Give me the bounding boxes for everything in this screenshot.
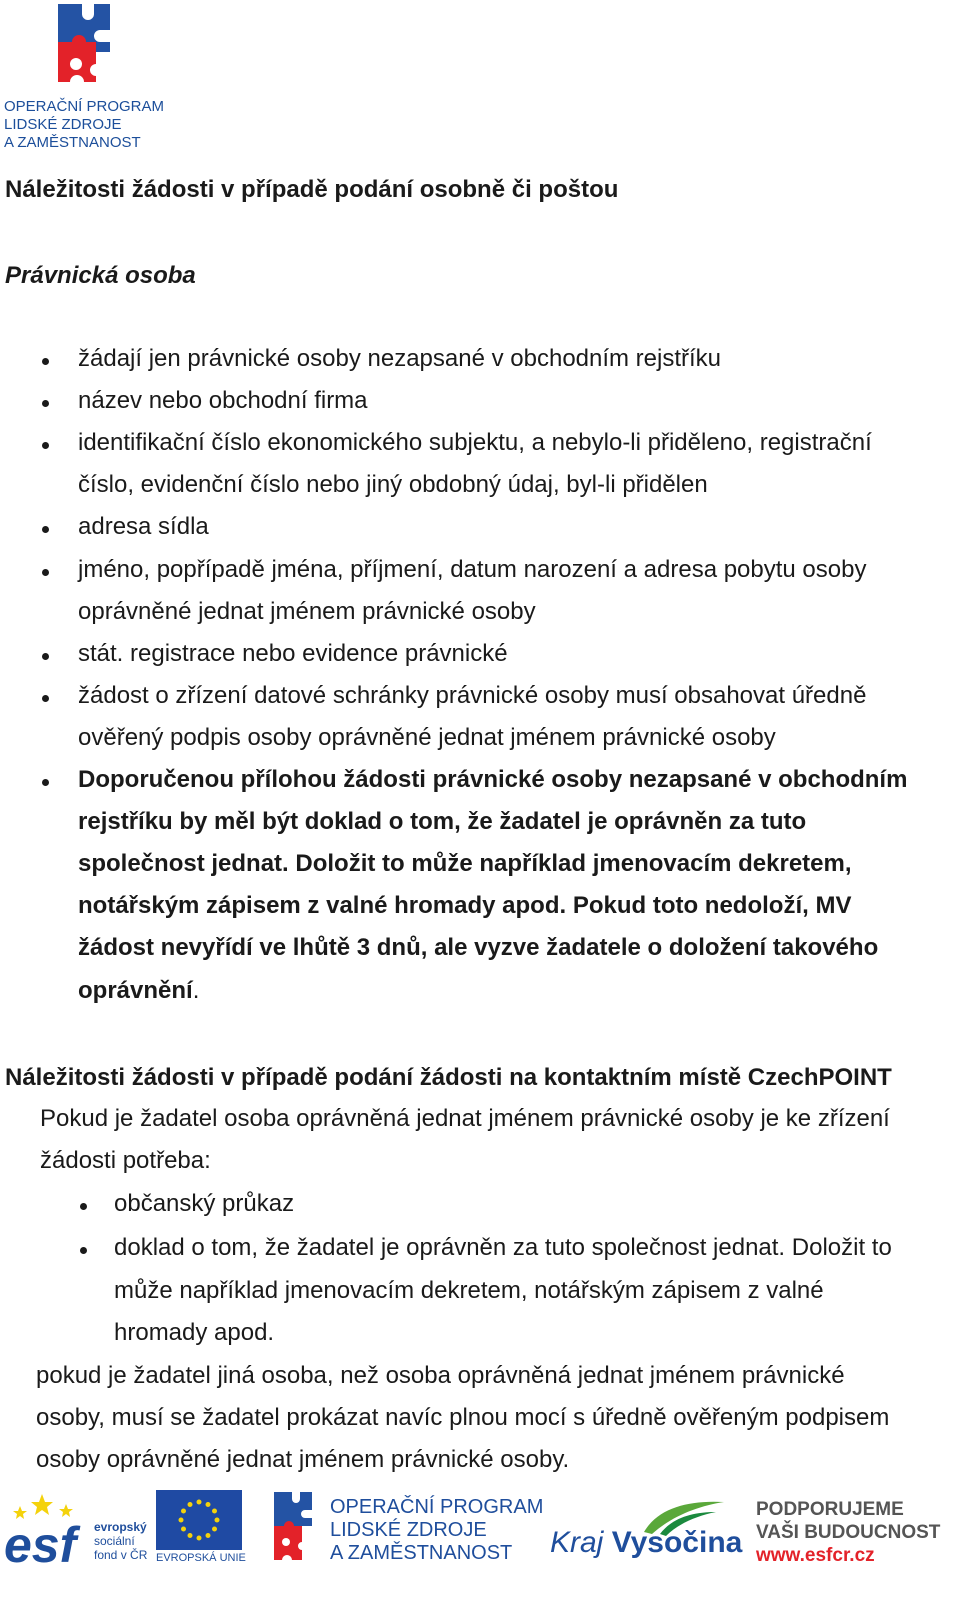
puzzle-logo-icon	[0, 0, 160, 100]
list-item-cont: žádost nevyřídí ve lhůtě 3 dnů, ale vyzve žadatele o doložení takového	[78, 934, 879, 961]
bullet-icon	[42, 400, 49, 407]
list-item-cont: ověřený podpis osoby oprávněné jednat jménem právnické osoby	[78, 724, 776, 751]
bullet-icon	[42, 526, 49, 533]
list-item: Doporučenou přílohou žádosti právnické osoby nezapsané v obchodním	[78, 766, 908, 793]
bullet-icon	[42, 779, 49, 786]
bullet-icon	[42, 569, 49, 576]
list-item-cont: hromady apod.	[114, 1319, 275, 1346]
list-item-cont: oprávněné jednat jménem právnické osoby	[78, 598, 536, 625]
op-lzz-footer-logo	[268, 1488, 544, 1568]
list-item-cont: notářským zápisem z valné hromady apod. Pokud toto nedoloží, MV	[78, 892, 852, 919]
logo-line-2: LIDSKÉ ZDROJE	[4, 116, 122, 133]
op-line-2: LIDSKÉ ZDROJE	[330, 1519, 487, 1541]
op-line-3: A ZAMĚSTNANOST	[330, 1542, 513, 1564]
bullet-icon	[80, 1247, 87, 1254]
list-item: doklad o tom, že žadatel je oprávněn za tuto společnost jednat. Doložit to	[114, 1234, 892, 1261]
slogan-line-2: VAŠI BUDOUCNOST	[756, 1522, 941, 1543]
eu-flag-icon	[156, 1490, 242, 1550]
list-item: žádají jen právnické osoby nezapsané v obchodním rejstříku	[78, 345, 722, 372]
section2-title: Náležitosti žádosti v případě podání žádosti na kontaktním místě CzechPOINT	[5, 1064, 892, 1091]
kraj-vysocina-logo	[548, 1496, 743, 1566]
bullet-icon	[42, 653, 49, 660]
list-item-bold-text: oprávnění	[78, 977, 193, 1004]
footer-logos	[0, 1488, 960, 1619]
vysocina-text: Vysočina	[611, 1526, 743, 1559]
list-item: stát. registrace nebo evidence právnické	[78, 640, 508, 667]
section2-intro-cont: žádosti potřeba:	[40, 1147, 211, 1174]
esf-logo	[4, 1490, 152, 1566]
eu-text: EVROPSKÁ UNIE	[156, 1552, 246, 1564]
bullet-icon	[42, 442, 49, 449]
section2-outro-cont: osoby oprávněné jednat jménem právnické osoby.	[36, 1446, 570, 1473]
op-line-1: OPERAČNÍ PROGRAM	[330, 1496, 544, 1518]
logo-line-1: OPERAČNÍ PROGRAM	[4, 98, 165, 115]
list-item: adresa sídla	[78, 513, 209, 540]
list-item: identifikační číslo ekonomického subjektu, a nebylo-li přiděleno, registrační	[78, 429, 872, 456]
list-item-cont: číslo, evidenční číslo nebo jiný obdobný údaj, byl-li přidělen	[78, 471, 708, 498]
bullet-icon	[42, 695, 49, 702]
list-item: občanský průkaz	[114, 1190, 295, 1217]
svg-text:esf: esf	[4, 1517, 77, 1566]
list-item: žádost o zřízení datové schránky právnické osoby musí obsahovat úředně	[78, 682, 867, 709]
eu-logo	[156, 1490, 246, 1566]
esf-mark-icon	[4, 1490, 92, 1566]
slogan-line-1: PODPORUJEME	[756, 1499, 904, 1520]
section2-outro: pokud je žadatel jiná osoba, než osoba oprávněná jednat jménem právnické	[36, 1362, 845, 1389]
list-item: jméno, popřípadě jména, příjmení, datum narození a adresa pobytu osoby	[78, 556, 867, 583]
section1-title: Náležitosti žádosti v případě podání osobně či poštou	[5, 176, 619, 203]
esf-text-2: sociální	[94, 1534, 135, 1548]
section2-intro: Pokud je žadatel osoba oprávněná jednat jménem právnické osoby je ke zřízení	[40, 1105, 890, 1132]
list-item-cont: může například jmenovacím dekretem, notářským zápisem z valné	[114, 1277, 824, 1304]
logo-line-3: A ZAMĚSTNANOST	[4, 134, 141, 151]
section1-subtitle: Právnická osoba	[5, 262, 196, 289]
list-item-cont: společnost jednat. Doložit to může například jmenovacím dekretem,	[78, 850, 852, 877]
list-item-cont	[78, 979, 199, 1003]
kraj-text: Kraj	[550, 1526, 604, 1559]
esfcr-url[interactable]: www.esfcr.cz	[756, 1545, 875, 1566]
esf-text-3: fond v ČR	[94, 1548, 148, 1562]
puzzle-logo-icon	[268, 1488, 328, 1564]
slogan-block	[756, 1498, 956, 1570]
bullet-icon	[80, 1203, 87, 1210]
op-lzz-logo	[0, 0, 165, 160]
list-item-cont: rejstříku by měl být doklad o tom, že žadatel je oprávněn za tuto	[78, 808, 807, 835]
section2-outro-cont: osoby, musí se žadatel prokázat navíc plnou mocí s úředně ověřeným podpisem	[36, 1404, 890, 1431]
list-item-tail: .	[192, 977, 200, 1004]
bullet-icon	[42, 358, 49, 365]
list-item: název nebo obchodní firma	[78, 387, 368, 414]
esf-text-1: evropský	[94, 1520, 147, 1534]
